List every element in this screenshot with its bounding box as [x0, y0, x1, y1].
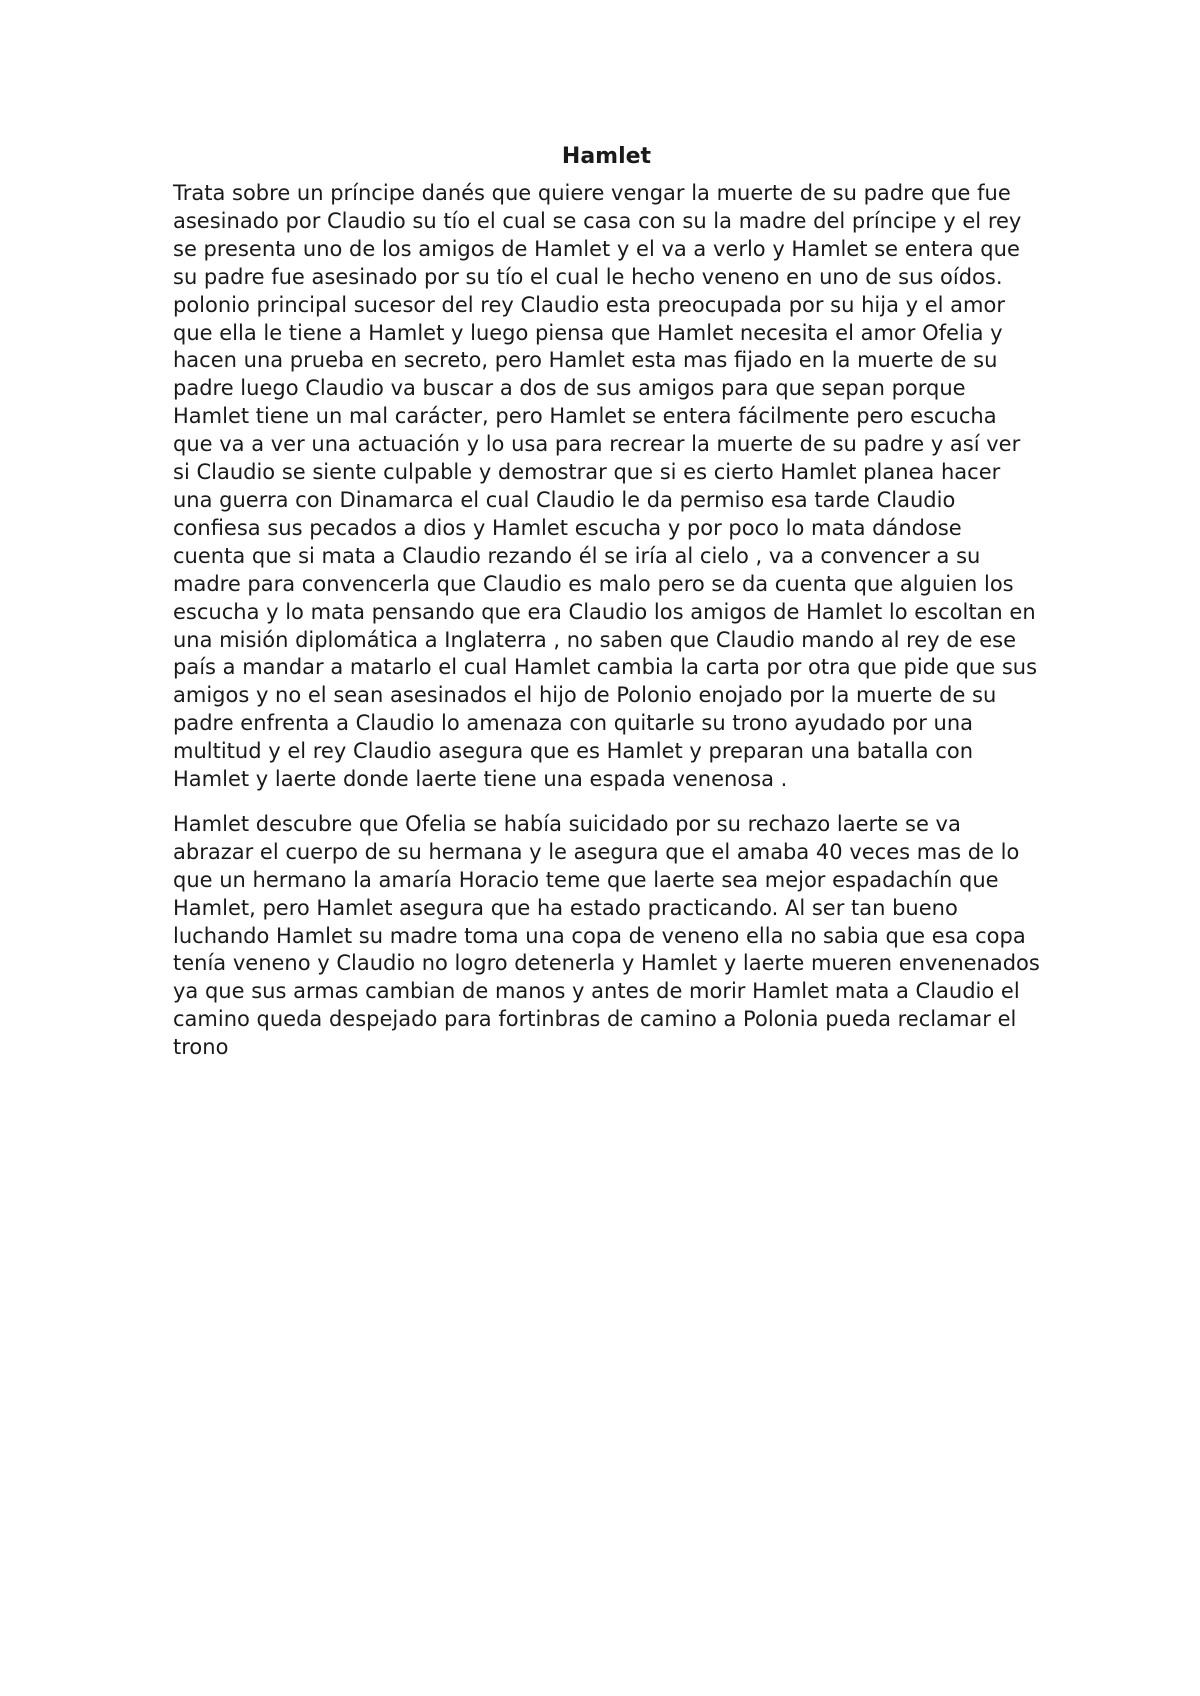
document-title: Hamlet [561, 144, 652, 169]
document-body [173, 138, 1040, 1079]
paragraph-1: Trata sobre un príncipe danés que quiere vengar la muerte de su padre que fue asesinado por Claudio su tío el cual se casa con su la madre del príncipe y el rey se presenta uno de los amigos de Hamlet y el va a verlo y Hamlet se entera que su padre fue asesinado por su tío el cual le hecho veneno en uno de sus oídos. polonio principal sucesor del rey Claudio esta preocupada por su hija y el amor que ella le tiene a Hamlet y luego piensa que Hamlet necesita el amor Ofelia y hacen una prueba en secreto, pero Hamlet esta mas fijado en la muerte de su padre luego Claudio va buscar a dos de sus amigos para que sepan porque Hamlet tiene un mal carácter, pero Hamlet se entera fácilmente pero escucha que va a ver una actuación y lo usa para recrear la muerte de su padre y así ver si Claudio se siente culpable y demostrar que si es cierto Hamlet planea hacer una guerra con Dinamarca el cual Claudio le da permiso esa tarde Claudio confiesa sus pecados a dios y Hamlet escucha y por poco lo mata dándose cuenta que si mata a Claudio rezando él se iría al cielo , va a convencer a su madre para convencerla que Claudio es malo pero se da cuenta que alguien los escucha y lo mata pensando que era Claudio los amigos de Hamlet lo escoltan en una misión diplomática a Inglaterra , no saben que Claudio mando al rey de ese país a mandar a matarlo el cual Hamlet cambia la carta por otra que pide que sus amigos y no el sean asesinados el hijo de Polonio enojado por la muerte de su padre enfrenta a Claudio lo amenaza con quitarle su trono ayudado por una multitud y el rey Claudio asegura que es Hamlet y preparan una batalla con Hamlet y laerte donde laerte tiene una espada venenosa . [173, 181, 1038, 792]
paragraph-2: Hamlet descubre que Ofelia se había suicidado por su rechazo laerte se va abrazar el cuerpo de su hermana y le asegura que el amaba 40 veces mas de lo que un hermano la amaría Horacio teme que laerte sea mejor espadachín que Hamlet, pero Hamlet asegura que ha estado practicando. Al ser tan bueno luchando Hamlet su madre toma una copa de veneno ella no sabia que esa copa tenía veneno y Claudio no logro detenerla y Hamlet y laerte mueren envenenados ya que sus armas cambian de manos y antes de morir Hamlet mata a Claudio el camino queda despejado para fortinbras de camino a Polonia pueda reclamar el trono [173, 811, 1040, 1060]
